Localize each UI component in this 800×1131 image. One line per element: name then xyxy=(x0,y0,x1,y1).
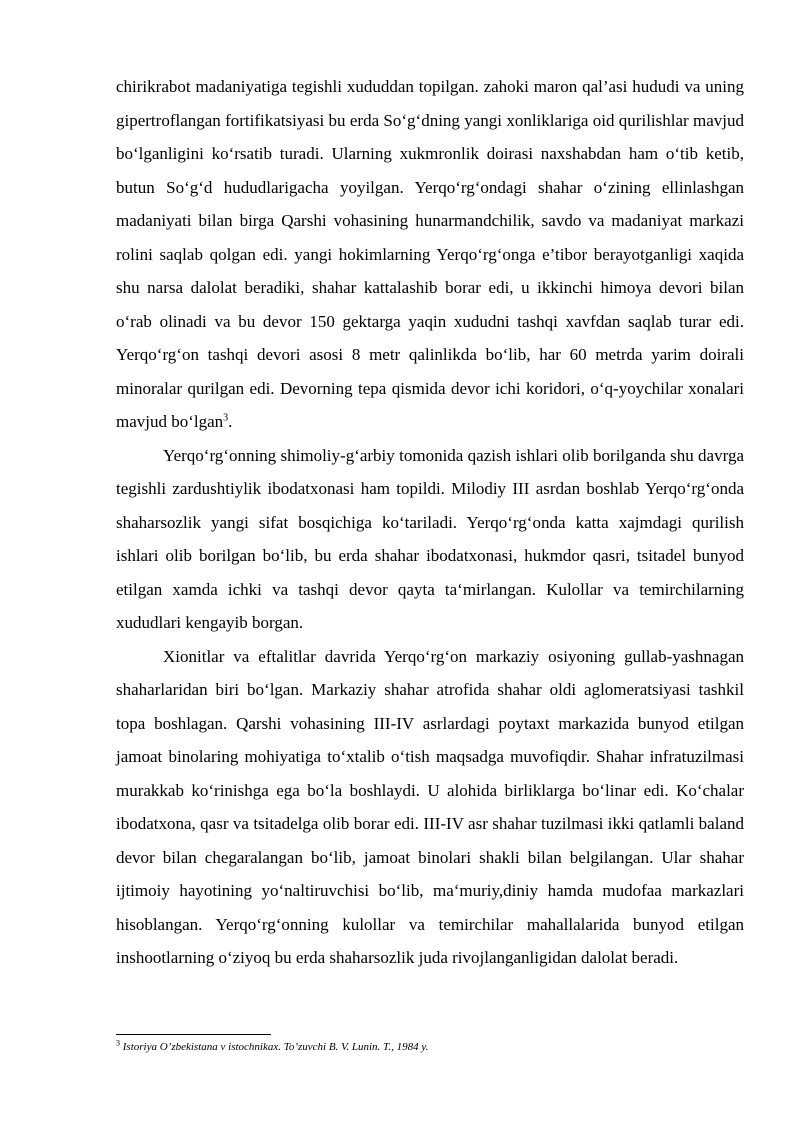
footnote-separator xyxy=(116,1034,271,1035)
paragraph-1-tail: . xyxy=(228,412,233,431)
footnote xyxy=(116,1040,744,1054)
footnote-number: 3 xyxy=(116,1038,120,1048)
paragraph-1 xyxy=(116,70,744,439)
paragraph-1-text: chirikrabot madaniyatiga tegishli xududdan topilgan. zahoki maron qal’asi hududi va uning gipertroflangan fortifikatsiyasi bu erda So‘g‘dning yangi xonliklariga oid qurilishlar mavjud bo‘lganligini ko‘rsatib turadi. Ularning xukmronlik doirasi naxshabdan ham o‘tib ketib, butun So‘g‘d hududlarigacha yoyilgan. Yerqo‘rg‘ondagi shahar o‘zining ellinlashgan madaniyati bilan birga Qarshi vohasining hunarmandchilik, savdo va madaniyat markazi rolini saqlab qolgan edi. yangi hokimlarning Yerqo‘rg‘onga e’tibor berayotganligi xaqida shu narsa dalolat beradiki, shahar kattalashib borar edi, u ikkinchi himoya devori bilan o‘rab olinadi va bu devor 150 gektarga yaqin xududni tashqi xavfdan saqlab turar edi. Yerqo‘rg‘on tashqi devori asosi 8 metr qalinlikda bo‘lib, har 60 metrda yarim doirali minoralar qurilgan edi. Devorning tepa qismida devor ichi koridori, o‘q-yoychilar xonalari mavjud bo‘lgan xyxy=(116,77,744,431)
document-body xyxy=(116,70,744,975)
paragraph-2: Yerqo‘rg‘onning shimoliy-g‘arbiy tomonida qazish ishlari olib borilganda shu davrga tegishli zardushtiylik ibodatxonasi ham topildi. Milodiy III asrdan boshlab Yerqo‘rg‘onda shaharsozlik yangi sifat bosqichiga ko‘tariladi. Yerqo‘rg‘onda katta xajmdagi qurilish ishlari olib borilgan bo‘lib, bu erda shahar ibodatxonasi, hukmdor qasri, tsitadel bunyod etilgan xamda ichki va tashqi devor qayta ta‘mirlangan. Kulollar va temirchilarning xududlari kengayib borgan. xyxy=(116,445,744,632)
paragraph-3: Xionitlar va eftalitlar davrida Yerqo‘rg‘on markaziy osiyoning gullab-yashnagan shaharlaridan biri bo‘lgan. Markaziy shahar atrofida shahar oldi aglomeratsiyasi tashkil topa boshlagan. Qarshi vohasining III-IV asrlardagi poytaxt markazida bunyod etilgan jamoat binolaring mohiyatiga to‘xtalib o‘tish maqsadga muvofiqdir. Shahar infratuzilmasi murakkab ko‘rinishga ega bo‘la boshlaydi. U alohida birliklarga bo‘linar edi. Ko‘chalar ibodatxona, qasr va tsitadelga olib borar edi. III-IV asr shahar tuzilmasi ikki qatlamli baland devor bilan chegaralangan bo‘lib, jamoat binolari shakli bilan belgilangan. Ular shahar ijtimoiy hayotining yo‘naltiruvchisi bo‘lib, ma‘muriy,diniy hamda mudofaa markazlari hisoblangan. Yerqo‘rg‘onning kulollar va temirchilar mahallalarida bunyod etilgan inshootlarning o‘ziyoq bu erda shaharsozlik juda rivojlanganligidan dalolat beradi. xyxy=(116,646,744,967)
footnote-text: Istoriya O’zbekistana v istochnikax. To’zuvchi B. V. Lunin. T., 1984 y. xyxy=(122,1041,429,1053)
footnote-reference[interactable]: 3 xyxy=(223,412,229,424)
